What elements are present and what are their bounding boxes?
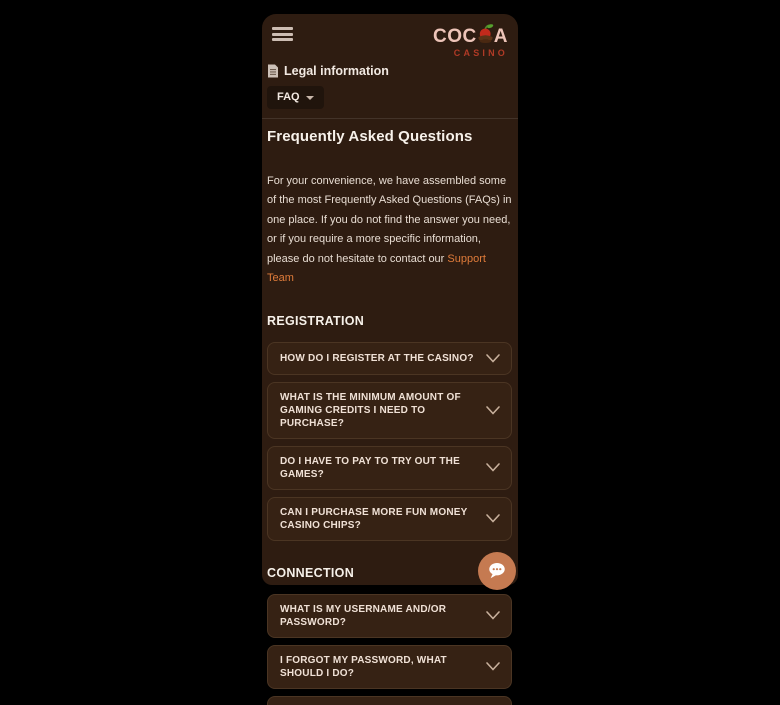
chevron-down-icon bbox=[486, 406, 500, 415]
question-label: I FORGOT MY PASSWORD, WHAT SHOULD I DO? bbox=[280, 654, 447, 679]
question-list bbox=[267, 342, 513, 541]
question-label: WHAT IS MY USERNAME AND/OR PASSWORD? bbox=[280, 603, 447, 628]
question-list bbox=[267, 594, 513, 689]
faq-question-item[interactable] bbox=[267, 594, 512, 638]
faq-question-item[interactable] bbox=[267, 497, 512, 541]
faq-dropdown-value: FAQ bbox=[277, 91, 300, 103]
faq-section bbox=[267, 566, 513, 689]
section-title: REGISTRATION bbox=[267, 313, 365, 328]
top-bar bbox=[262, 14, 518, 58]
faq-question-item[interactable] bbox=[267, 645, 512, 689]
intro-paragraph bbox=[267, 172, 513, 289]
chat-bubble-icon bbox=[486, 561, 508, 581]
live-chat-button[interactable] bbox=[478, 552, 516, 590]
section-title: CONNECTION bbox=[267, 565, 355, 580]
logo-text-right: A bbox=[493, 25, 508, 47]
cherry-icon bbox=[477, 23, 494, 47]
faq-content bbox=[262, 118, 518, 705]
faq-question-item[interactable] bbox=[267, 446, 512, 490]
question-label: WHAT IS THE MINIMUM AMOUNT OF GAMING CREDITS I NEED TO PURCHASE? bbox=[280, 391, 461, 429]
chevron-down-icon bbox=[486, 463, 500, 472]
question-label: CAN I PURCHASE MORE FUN MONEY CASINO CHIPS? bbox=[280, 506, 468, 531]
chevron-down-icon bbox=[486, 611, 500, 620]
faq-question-item[interactable] bbox=[267, 342, 512, 375]
page-section-label: Legal information bbox=[284, 64, 389, 78]
faq-dropdown[interactable] bbox=[267, 86, 324, 109]
chevron-down-icon bbox=[486, 514, 500, 523]
chevron-down-icon bbox=[486, 354, 500, 363]
question-label: DO I HAVE TO PAY TO TRY OUT THE GAMES? bbox=[280, 455, 460, 480]
intro-text: For your convenience, we have assembled some of the most Frequently Asked Questions (FAQs) in one place. If you do not find the answer you need, or if you require a more specific information, please do not hesitate to contact our bbox=[267, 175, 512, 265]
logo-subtitle: CASINO bbox=[453, 48, 508, 58]
document-icon bbox=[267, 64, 279, 78]
page-title: Frequently Asked Questions bbox=[267, 128, 473, 145]
logo-text-left: COC bbox=[433, 25, 477, 47]
brand-logo[interactable] bbox=[433, 24, 508, 58]
question-label: HOW DO I REGISTER AT THE CASINO? bbox=[280, 352, 474, 364]
partial-accordion-item[interactable] bbox=[267, 696, 512, 705]
faq-sections bbox=[267, 314, 513, 689]
support-team-link[interactable]: Support Team bbox=[267, 252, 486, 285]
caret-down-icon bbox=[306, 96, 314, 100]
breadcrumb bbox=[262, 58, 518, 78]
hamburger-menu-icon[interactable] bbox=[272, 27, 293, 44]
faq-section bbox=[267, 314, 513, 541]
mobile-viewport bbox=[262, 14, 518, 679]
faq-question-item[interactable] bbox=[267, 382, 512, 439]
chevron-down-icon bbox=[486, 662, 500, 671]
